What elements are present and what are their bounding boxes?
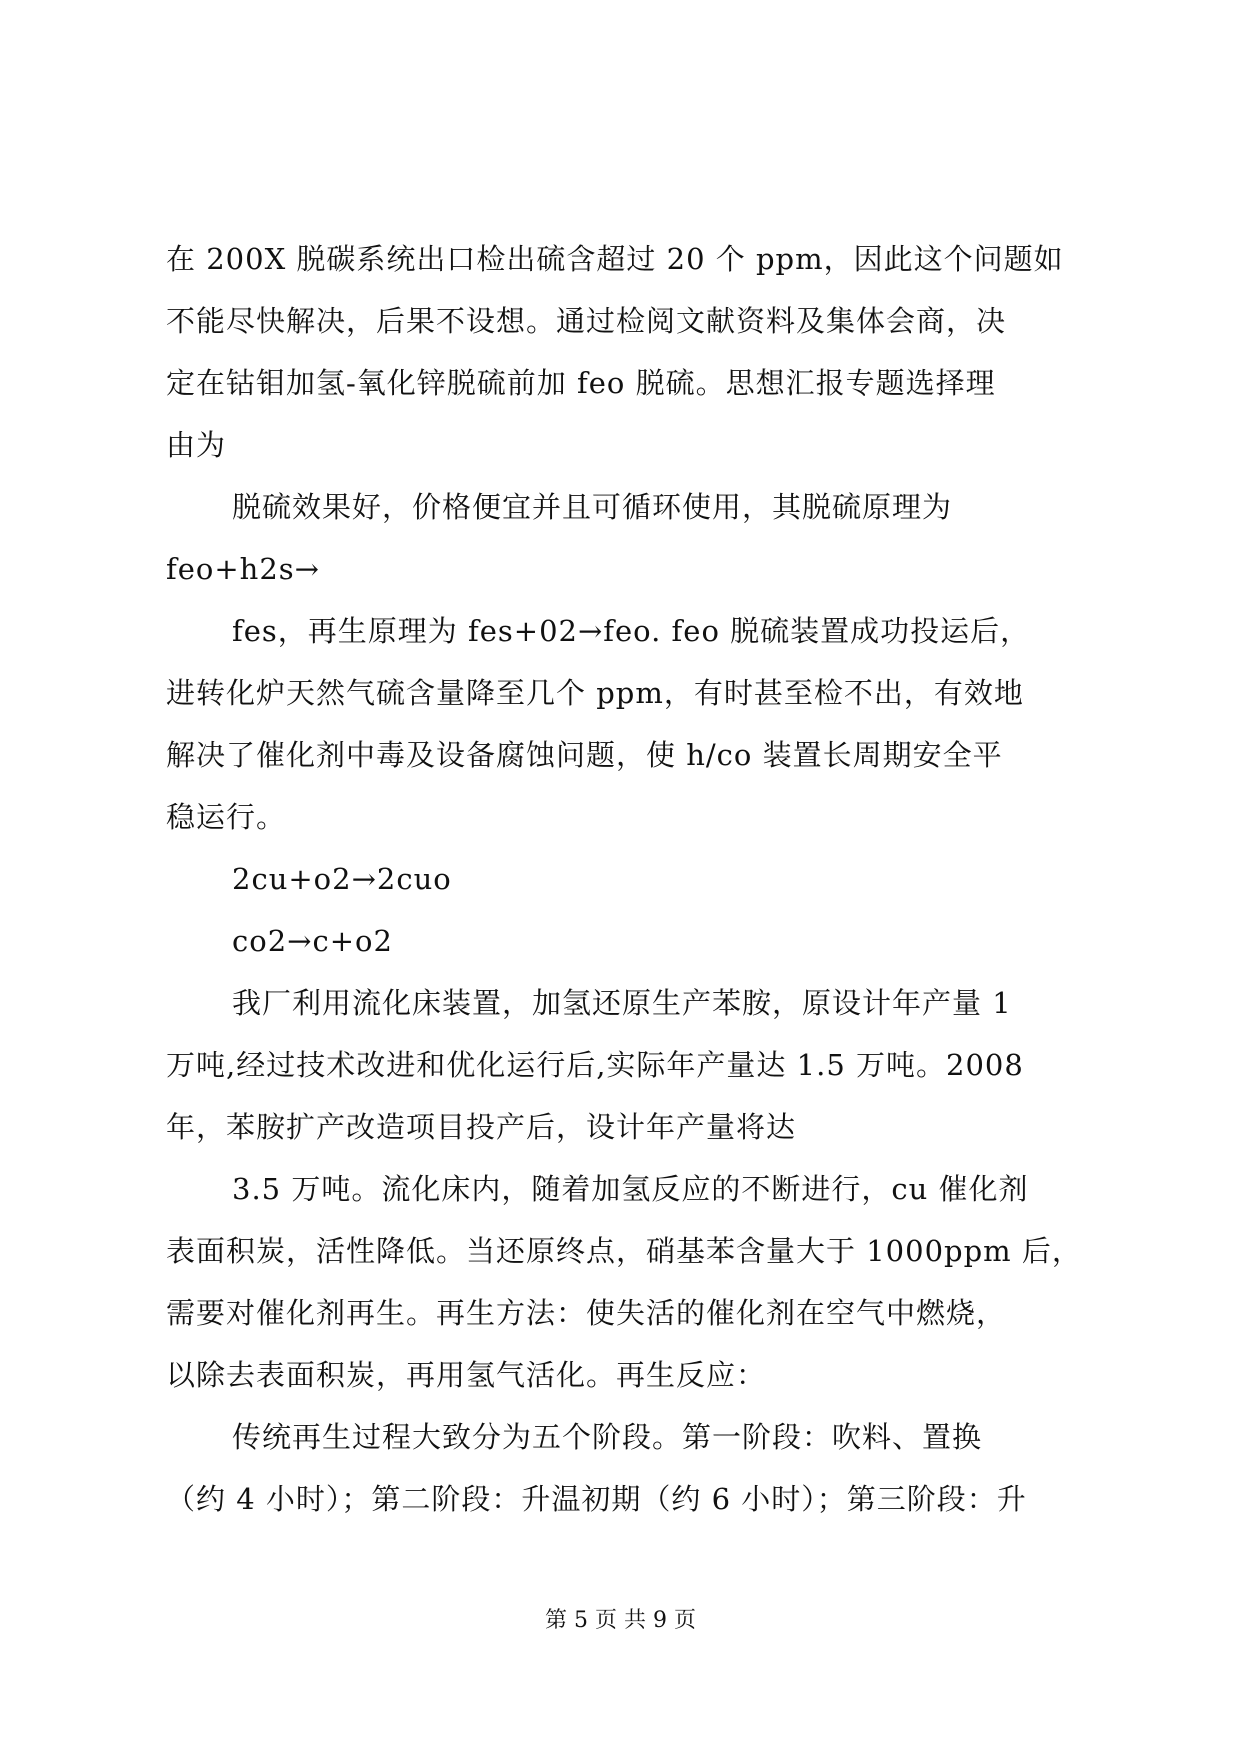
text-line: 万吨,经过技术改进和优化运行后,实际年产量达 1.5 万吨。2008 <box>166 1048 1024 1082</box>
text-line: feo+h2s→ <box>166 552 320 586</box>
text-line: 定在钴钼加氢-氧化锌脱硫前加 feo 脱硫。思想汇报专题选择理 <box>166 366 996 400</box>
text-line: co2→c+o2 <box>232 924 393 958</box>
text-line: （约 4 小时）；第二阶段：升温初期（约 6 小时）；第三阶段：升 <box>166 1482 1027 1516</box>
text-line: 3.5 万吨。流化床内，随着加氢反应的不断进行，cu 催化剂 <box>232 1172 1029 1206</box>
page-number-footer: 第 5 页 共 9 页 <box>545 1608 696 1633</box>
text-line: 需要对催化剂再生。再生方法：使失活的催化剂在空气中燃烧， <box>166 1296 1007 1330</box>
text-line: 进转化炉天然气硫含量降至几个 ppm，有时甚至检不出，有效地 <box>166 676 1024 710</box>
text-line: 在 200X 脱碳系统出口检出硫含超过 20 个 ppm，因此这个问题如 <box>166 242 1064 276</box>
text-line: 传统再生过程大致分为五个阶段。第一阶段：吹料、置换 <box>232 1420 983 1454</box>
text-line: 脱硫效果好，价格便宜并且可循环使用，其脱硫原理为 <box>232 490 953 524</box>
text-line: 表面积炭，活性降低。当还原终点，硝基苯含量大于 1000ppm 后， <box>166 1234 1082 1268</box>
text-line: 由为 <box>166 428 227 462</box>
text-line: 解决了催化剂中毒及设备腐蚀问题，使 h/co 装置长周期安全平 <box>166 738 1003 772</box>
text-line: fes，再生原理为 fes+02→feo. feo 脱硫装置成功投运后， <box>232 614 1031 648</box>
text-line: 2cu+o2→2cuo <box>232 862 452 896</box>
text-line: 以除去表面积炭，再用氢气活化。再生反应： <box>166 1358 767 1392</box>
text-line: 稳运行。 <box>166 800 287 834</box>
text-line: 年，苯胺扩产改造项目投产后，设计年产量将达 <box>166 1110 797 1144</box>
text-line: 不能尽快解决，后果不设想。通过检阅文献资料及集体会商，决 <box>166 304 1007 338</box>
text-line: 我厂利用流化床装置，加氢还原生产苯胺，原设计年产量 1 <box>232 986 1012 1020</box>
document-body <box>166 228 1082 1530</box>
